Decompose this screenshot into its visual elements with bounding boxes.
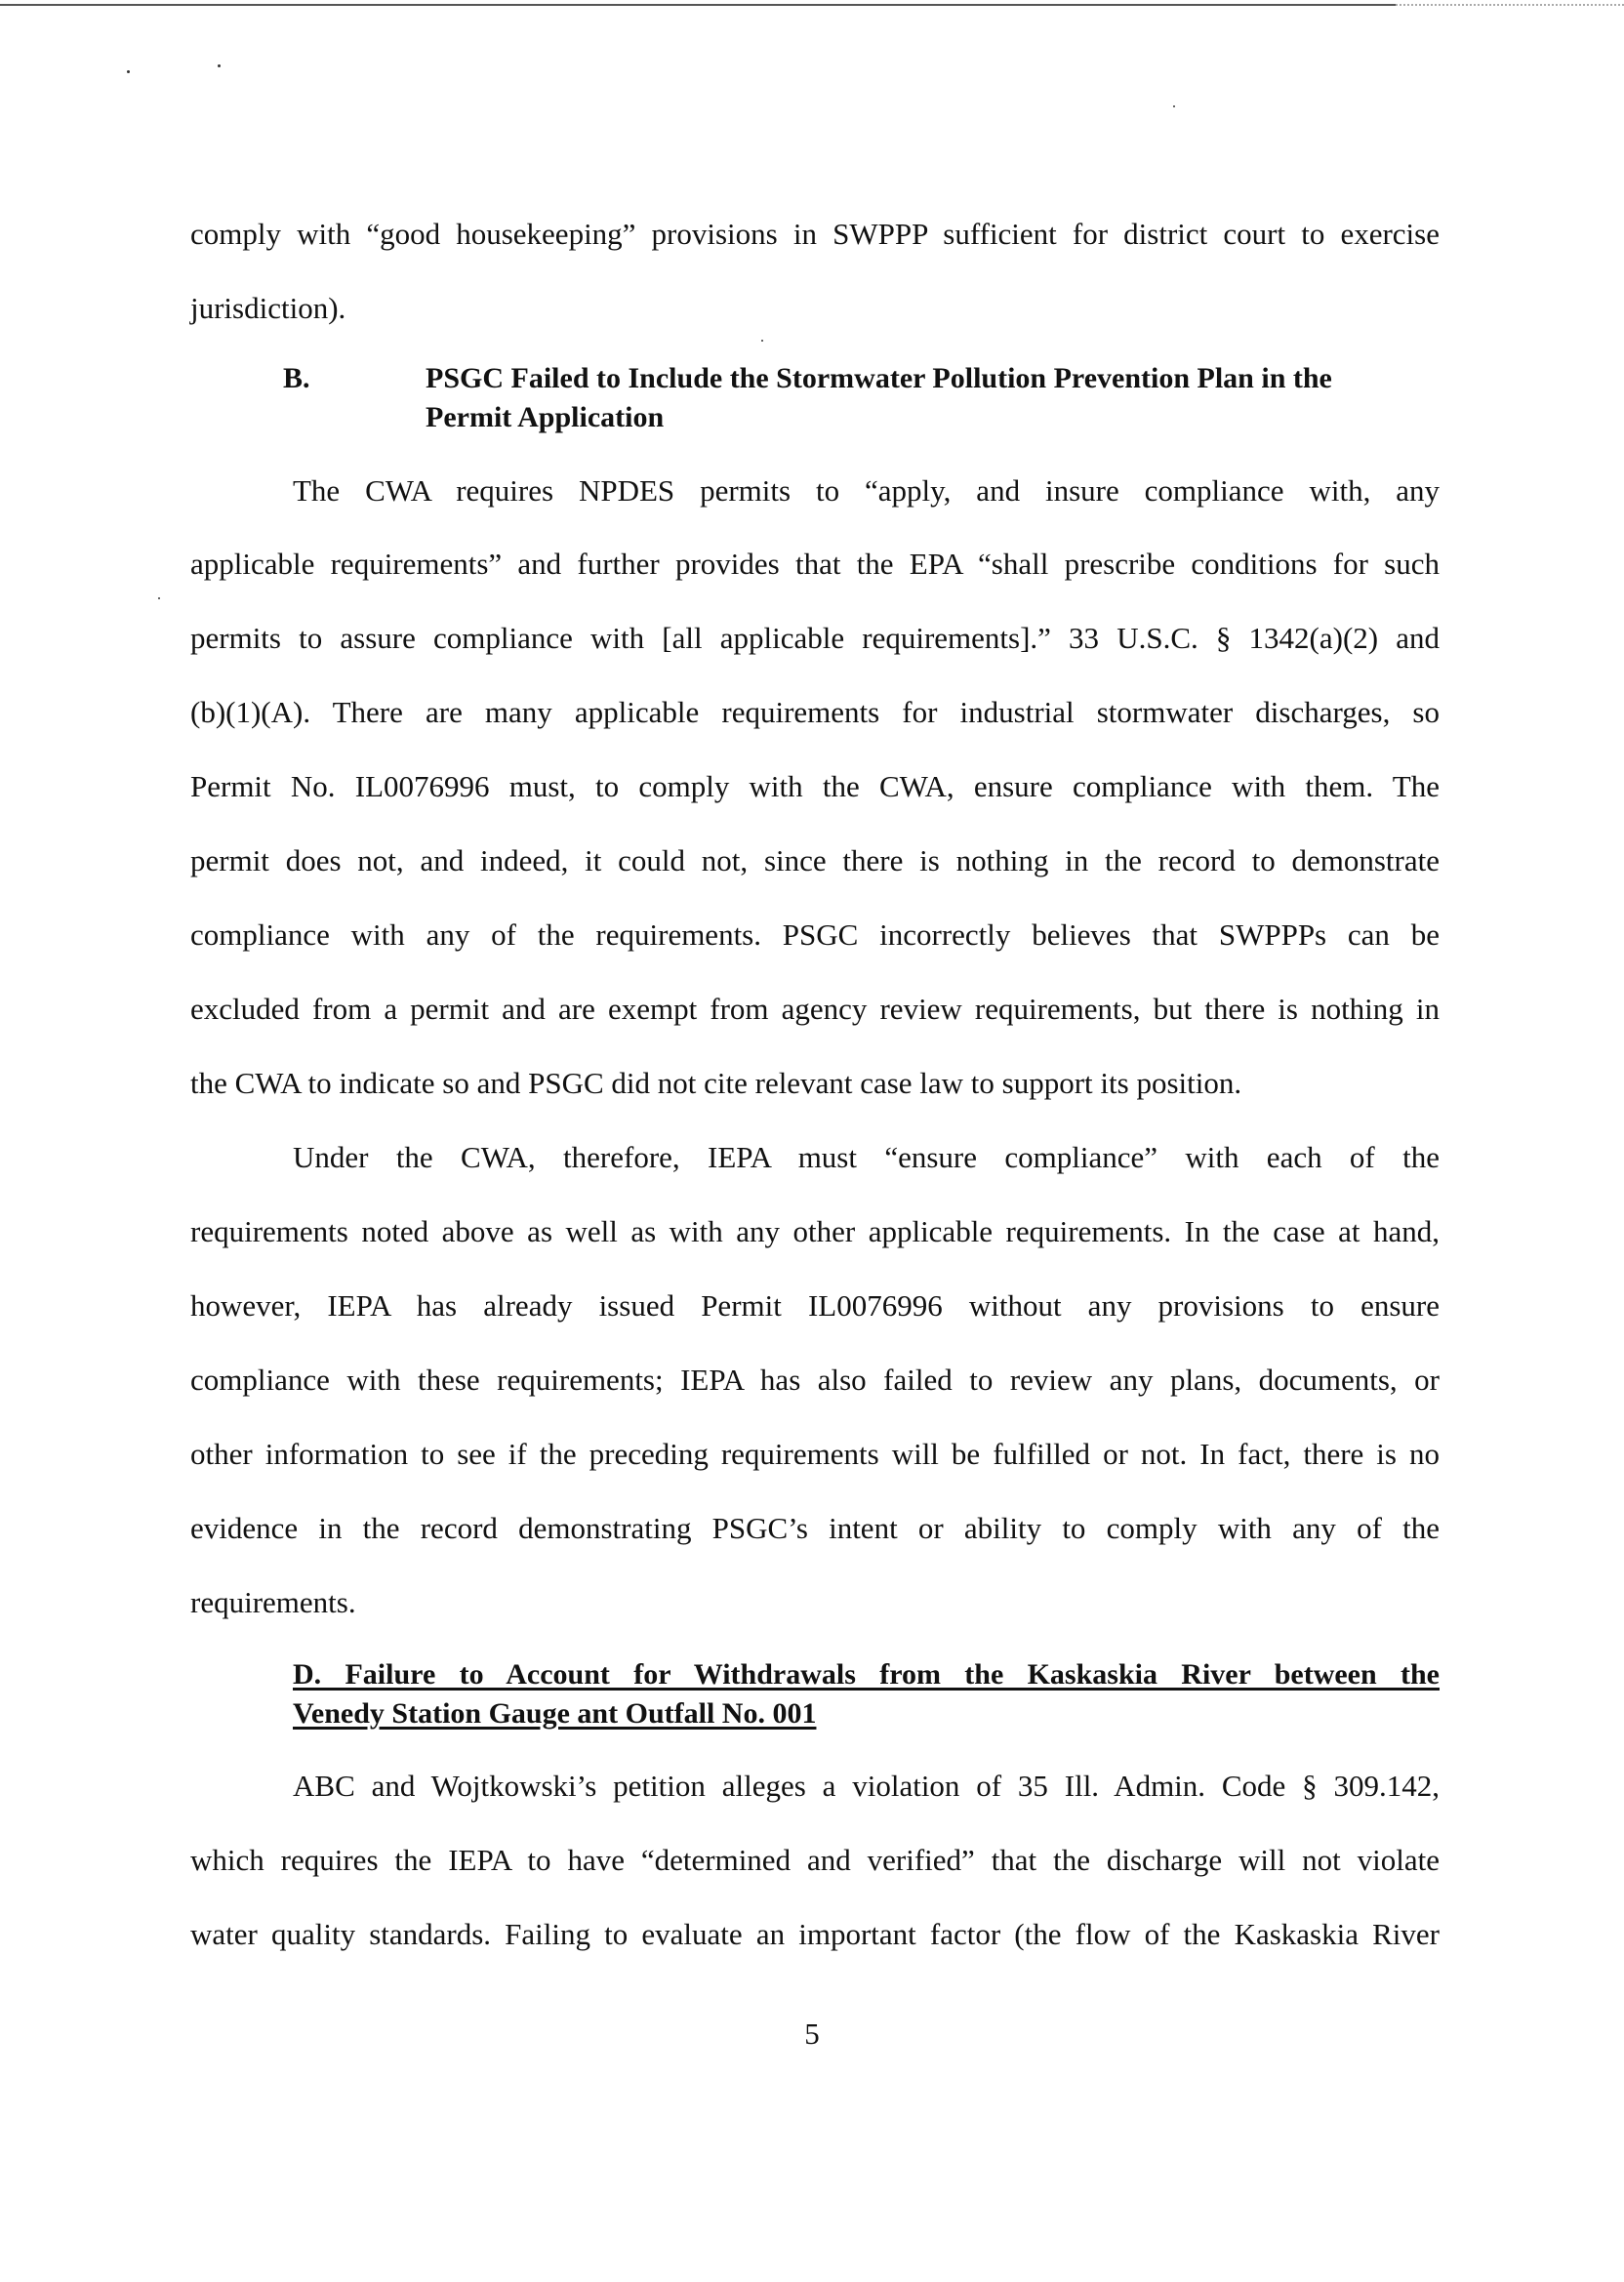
scan-speck [218, 64, 221, 67]
body-line: compliance with these requirements; IEPA has also failed to review any plans, documents, or [190, 1363, 1440, 1397]
body-line: applicable requirements” and further provides that the EPA “shall prescribe conditions for such [190, 547, 1440, 581]
body-line: jurisdiction). [190, 291, 346, 325]
scan-speck [1173, 105, 1175, 107]
body-line: Under the CWA, therefore, IEPA must “ensure compliance” with each of the [293, 1140, 1440, 1174]
scan-speck [761, 340, 763, 342]
page-number: 5 [804, 2017, 820, 2051]
scan-speck [158, 597, 160, 599]
body-line: comply with “good housekeeping” provisions in SWPPP sufficient for district court to exercise [190, 217, 1440, 251]
section-d-title-line: D. Failure to Account for Withdrawals from the Kaskaskia River between the [293, 1658, 1440, 1691]
section-d-title-line: Venedy Station Gauge ant Outfall No. 001 [293, 1697, 817, 1730]
body-line: requirements noted above as well as with any other applicable requirements. In the case at hand, [190, 1214, 1440, 1248]
body-line: (b)(1)(A). There are many applicable requirements for industrial stormwater discharges, so [190, 695, 1440, 729]
scan-speck [127, 70, 130, 73]
section-b-title [426, 359, 1441, 437]
body-line: permit does not, and indeed, it could not, since there is nothing in the record to demonstrate [190, 843, 1440, 877]
scan-top-border-dotted [1396, 4, 1624, 6]
body-line: Permit No. IL0076996 must, to comply with the CWA, ensure compliance with them. The [190, 769, 1440, 803]
body-line: ABC and Wojtkowski’s petition alleges a violation of 35 Ill. Admin. Code § 309.142, [293, 1769, 1440, 1803]
body-line: excluded from a permit and are exempt from agency review requirements, but there is nothing in [190, 992, 1440, 1026]
section-b-title-line: PSGC Failed to Include the Stormwater Pollution Prevention Plan in the [426, 362, 1332, 394]
scan-top-border [0, 4, 1396, 6]
body-line: however, IEPA has already issued Permit IL0076996 without any provisions to ensure [190, 1288, 1440, 1323]
body-line: which requires the IEPA to have “determined and verified” that the discharge will not violate [190, 1843, 1440, 1877]
body-line: permits to assure compliance with [all applicable requirements].” 33 U.S.C. § 1342(a)(2) and [190, 621, 1440, 655]
body-line: The CWA requires NPDES permits to “apply, and insure compliance with, any [293, 473, 1440, 508]
section-d-title [293, 1655, 1440, 1733]
body-line: other information to see if the preceding requirements will be fulfilled or not. In fact, there is no [190, 1437, 1440, 1471]
body-line: evidence in the record demonstrating PSGC’s intent or ability to comply with any of the [190, 1511, 1440, 1545]
body-line: compliance with any of the requirements. PSGC incorrectly believes that SWPPPs can be [190, 917, 1440, 952]
section-b-title-line: Permit Application [426, 401, 665, 433]
body-line: requirements. [190, 1585, 356, 1619]
body-line: the CWA to indicate so and PSGC did not cite relevant case law to support its position. [190, 1066, 1242, 1100]
body-line: water quality standards. Failing to evaluate an important factor (the flow of the Kaskaskia River [190, 1917, 1440, 1951]
section-b-label: B. [283, 362, 310, 394]
